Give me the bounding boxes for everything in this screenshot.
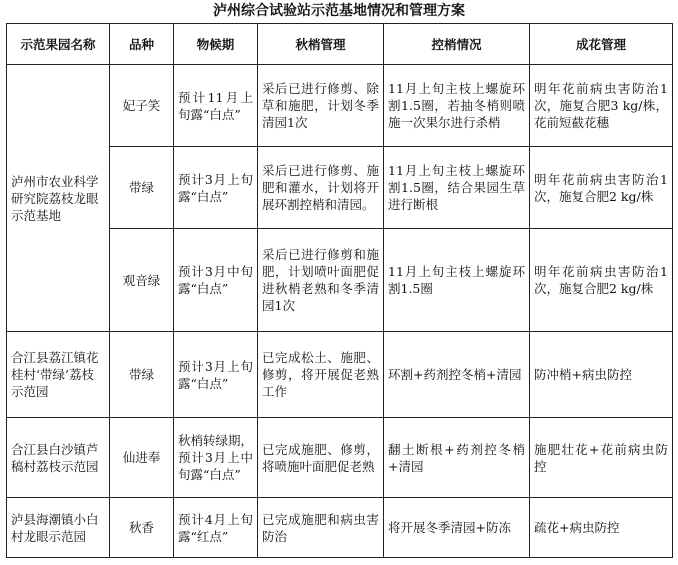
shoot-control-cell: 11月上旬主枝上螺旋环割1.5圈，结合果园生草进行断根 bbox=[384, 147, 530, 229]
shoot-control-cell: 11月上旬主枝上螺旋环割1.5圈 bbox=[384, 229, 530, 332]
orchard-cell: 合江县荔江镇花桂村‘带绿’荔枝示范园 bbox=[7, 332, 110, 418]
shoot-control-cell: 环割+药剂控冬梢+清园 bbox=[384, 332, 530, 418]
autumn-shoot-cell: 采后已进行修剪、除草和施肥，计划冬季清园1次 bbox=[258, 65, 384, 147]
flower-management-cell: 施肥壮花+花前病虫防控 bbox=[530, 418, 673, 498]
variety-cell: 带绿 bbox=[110, 332, 174, 418]
autumn-shoot-cell: 采后已进行修剪和施肥，计划喷叶面肥促进秋梢老熟和冬季清园1次 bbox=[258, 229, 384, 332]
col-header-flower-management: 成花管理 bbox=[530, 24, 673, 65]
col-header-variety: 品种 bbox=[110, 24, 174, 65]
shoot-control-cell: 将开展冬季清园+防冻 bbox=[384, 498, 530, 558]
col-header-shoot-control: 控梢情况 bbox=[384, 24, 530, 65]
autumn-shoot-cell: 已完成松土、施肥、修剪，将开展促老熟工作 bbox=[258, 332, 384, 418]
col-header-orchard: 示范果园名称 bbox=[7, 24, 110, 65]
header-row bbox=[7, 24, 673, 65]
phenology-cell: 预计4月上旬露“红点” bbox=[174, 498, 258, 558]
phenology-cell: 预计11月上旬露“白点” bbox=[174, 65, 258, 147]
demo-base-table bbox=[6, 23, 673, 558]
variety-cell: 秋香 bbox=[110, 498, 174, 558]
autumn-shoot-cell: 采后已进行修剪、施肥和灌水，计划将开展环割控梢和清园。 bbox=[258, 147, 384, 229]
page-title: 泸州综合试验站示范基地情况和管理方案 bbox=[213, 3, 465, 19]
orchard-cell: 泸州市农业科学研究院荔枝龙眼示范基地 bbox=[7, 65, 110, 332]
orchard-cell: 泸县海潮镇小白村龙眼示范园 bbox=[7, 498, 110, 558]
flower-management-cell: 疏花+病虫防控 bbox=[530, 498, 673, 558]
table-row bbox=[7, 418, 673, 498]
col-header-autumn-shoot: 秋梢管理 bbox=[258, 24, 384, 65]
autumn-shoot-cell: 已完成施肥、修剪，将喷施叶面肥促老熟 bbox=[258, 418, 384, 498]
col-header-phenology: 物候期 bbox=[174, 24, 258, 65]
flower-management-cell: 明年花前病虫害防治1次，施复合肥2 kg/株 bbox=[530, 229, 673, 332]
phenology-cell: 预计3月上旬露“白点” bbox=[174, 332, 258, 418]
flower-management-cell: 明年花前病虫害防治1次，施复合肥2 kg/株 bbox=[530, 147, 673, 229]
phenology-cell: 预计3月中旬露“白点” bbox=[174, 229, 258, 332]
shoot-control-cell: 11月上旬主枝上螺旋环割1.5圈，若抽冬梢则喷施一次果尔进行杀梢 bbox=[384, 65, 530, 147]
shoot-control-cell: 翻土断根+药剂控冬梢+清园 bbox=[384, 418, 530, 498]
table-row bbox=[7, 65, 673, 147]
orchard-cell: 合江县白沙镇芦稿村荔枝示范园 bbox=[7, 418, 110, 498]
flower-management-cell: 防冲梢+病虫防控 bbox=[530, 332, 673, 418]
phenology-cell: 预计3月上旬露“白点” bbox=[174, 147, 258, 229]
flower-management-cell: 明年花前病虫害防治1次，施复合肥3 kg/株，花前短截花穗 bbox=[530, 65, 673, 147]
variety-cell: 妃子笑 bbox=[110, 65, 174, 147]
autumn-shoot-cell: 已完成施肥和病虫害防治 bbox=[258, 498, 384, 558]
phenology-cell: 秋梢转绿期，预计3月上中旬露“白点” bbox=[174, 418, 258, 498]
table-row bbox=[7, 498, 673, 558]
variety-cell: 观音绿 bbox=[110, 229, 174, 332]
variety-cell: 带绿 bbox=[110, 147, 174, 229]
table-row bbox=[7, 332, 673, 418]
variety-cell: 仙进奉 bbox=[110, 418, 174, 498]
